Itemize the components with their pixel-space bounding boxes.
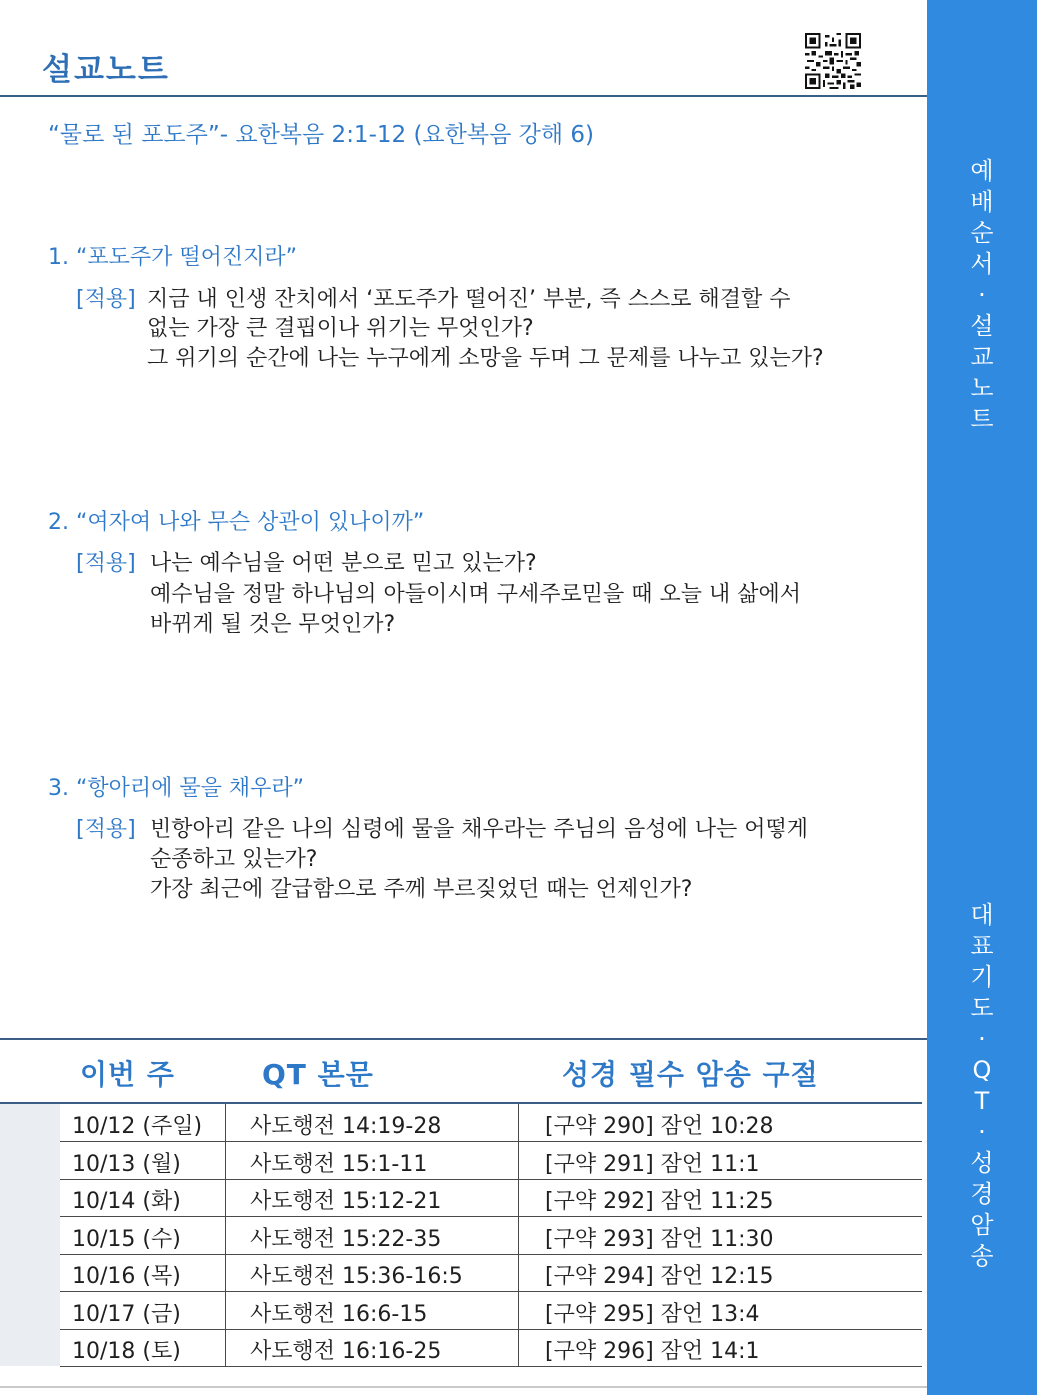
sidebar-char: 성 — [970, 1149, 994, 1177]
sidebar-char: 암 — [970, 1211, 994, 1239]
sidebar-char: Q — [972, 1056, 992, 1084]
point-heading-3: 3. “항아리에 물을 채우라” — [48, 776, 305, 801]
header-divider — [0, 95, 927, 97]
table-row — [60, 1329, 922, 1367]
sidebar-char: · — [978, 1025, 986, 1053]
date-cell: 10/16 (목) — [72, 1264, 181, 1289]
sidebar-char: 서 — [970, 250, 994, 278]
table-row — [60, 1217, 922, 1255]
date-cell: 10/14 (화) — [72, 1189, 181, 1214]
application-line: 지금 내 인생 잔치에서 ‘포도주가 떨어진’ 부분, 즉 스스로 해결할 수 — [147, 287, 791, 312]
qt-cell: 사도행전 15:1-11 — [250, 1152, 428, 1177]
sidebar-char: 교 — [970, 343, 994, 371]
sidebar-char: 대 — [970, 901, 994, 929]
date-cell: 10/18 (토) — [72, 1339, 181, 1364]
sidebar-label-bottom — [927, 900, 1037, 1272]
sidebar-char: 도 — [970, 994, 994, 1022]
sidebar-char: · — [978, 281, 986, 309]
header-this-week: 이번 주 — [80, 1058, 175, 1091]
sidebar-char: 송 — [970, 1242, 994, 1270]
sidebar-label-top — [927, 156, 1037, 435]
table-row — [60, 1292, 922, 1330]
sidebar-tab[interactable] — [927, 0, 1037, 1395]
schedule-divider — [0, 1038, 927, 1040]
date-cell: 10/17 (금) — [72, 1302, 181, 1327]
qt-cell: 사도행전 15:12-21 — [250, 1189, 442, 1214]
sermon-title: “물로 된 포도주”- 요한복음 2:1-12 (요한복음 강해 6) — [48, 122, 594, 148]
sidebar-char: 트 — [970, 405, 994, 433]
table-row — [60, 1142, 922, 1180]
application-line: 나는 예수님을 어떤 분으로 믿고 있는가? — [150, 551, 537, 576]
qt-cell: 사도행전 16:16-25 — [250, 1339, 442, 1364]
date-cell: 10/13 (월) — [72, 1152, 181, 1177]
sidebar-char: 기 — [970, 963, 994, 991]
date-cell: 10/12 (주일) — [72, 1114, 203, 1139]
application-tag-1: [적용] — [76, 287, 136, 312]
sidebar-char: 순 — [970, 219, 994, 247]
table-row — [60, 1179, 922, 1217]
header-qt-passage: QT 본문 — [262, 1058, 374, 1091]
verse-cell: [구약 296] 잠언 14:1 — [545, 1339, 760, 1364]
page-title: 설교노트 — [42, 52, 170, 88]
sidebar-char: 노 — [970, 374, 994, 402]
verse-cell: [구약 294] 잠언 12:15 — [545, 1264, 774, 1289]
application-line: 없는 가장 큰 결핍이나 위기는 무엇인가? — [147, 316, 534, 341]
application-line: 순종하고 있는가? — [150, 847, 318, 872]
verse-cell: [구약 291] 잠언 11:1 — [545, 1152, 760, 1177]
application-line: 바뀌게 될 것은 무엇인가? — [150, 612, 396, 637]
sidebar-char: 경 — [970, 1180, 994, 1208]
verse-cell: [구약 292] 잠언 11:25 — [545, 1189, 774, 1214]
sidebar-char: 예 — [970, 157, 994, 185]
sidebar-char: · — [978, 1118, 986, 1146]
application-line: 가장 최근에 갈급함으로 주께 부르짖었던 때는 언제인가? — [150, 877, 693, 902]
point-heading-2: 2. “여자여 나와 무슨 상관이 있나이까” — [48, 510, 425, 535]
qt-cell: 사도행전 15:36-16:5 — [250, 1264, 463, 1289]
sidebar-char: T — [974, 1087, 990, 1115]
date-cell: 10/15 (수) — [72, 1227, 181, 1252]
table-row — [60, 1254, 922, 1292]
sidebar-char: 표 — [970, 932, 994, 960]
qt-cell: 사도행전 15:22-35 — [250, 1227, 442, 1252]
application-tag-2: [적용] — [76, 551, 136, 576]
verse-cell: [구약 290] 잠언 10:28 — [545, 1114, 774, 1139]
table-row — [60, 1104, 922, 1142]
table-margin-shade — [0, 1103, 60, 1366]
sidebar-char: 배 — [970, 188, 994, 216]
application-tag-3: [적용] — [76, 817, 136, 842]
qt-cell: 사도행전 14:19-28 — [250, 1114, 442, 1139]
point-heading-1: 1. “포도주가 떨어진지라” — [48, 245, 298, 270]
header-memory-verse: 성경 필수 암송 구절 — [562, 1058, 819, 1091]
page-footer-rule — [0, 1386, 927, 1388]
qr-code-icon[interactable] — [805, 33, 861, 89]
qt-cell: 사도행전 16:6-15 — [250, 1302, 428, 1327]
application-line: 예수님을 정말 하나님의 아들이시며 구세주로믿을 때 오늘 내 삶에서 — [150, 582, 802, 607]
sidebar-char: 설 — [970, 312, 994, 340]
application-line: 빈항아리 같은 나의 심령에 물을 채우라는 주님의 음성에 나는 어떻게 — [150, 817, 808, 842]
verse-cell: [구약 293] 잠언 11:30 — [545, 1227, 774, 1252]
verse-cell: [구약 295] 잠언 13:4 — [545, 1302, 760, 1327]
application-line: 그 위기의 순간에 나는 누구에게 소망을 두며 그 문제를 나누고 있는가? — [147, 346, 824, 371]
